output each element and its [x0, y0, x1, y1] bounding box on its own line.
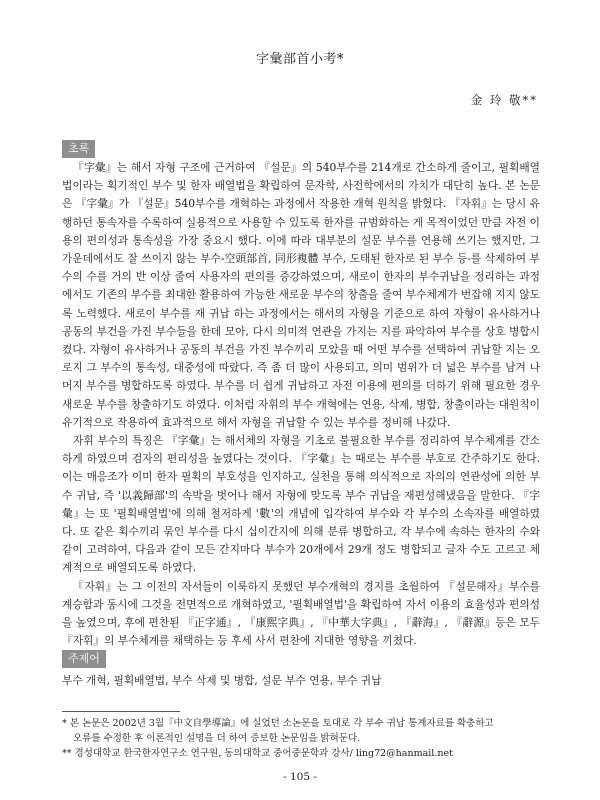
- footnote-2: ** 경성대학교 한국한자연구소 연구원, 동의대학교 중어중문학과 강사/ ling72@hanmail.net: [62, 748, 453, 759]
- footnote-divider: [62, 711, 180, 712]
- abstract-label: 초록: [62, 140, 95, 158]
- keywords-text: 부수 개혁, 필획배열법, 부수 삭제 및 병합, 설문 부수 연용, 부수 귀납: [62, 674, 382, 687]
- footnotes: [62, 716, 546, 761]
- author-name: 金 玲 敬**: [470, 93, 538, 107]
- footnote-1-line-2: 오류를 수정한 후 이론적인 설명을 더 하여 증보한 논문임을 밝혀둔다.: [73, 733, 361, 744]
- paper-title: 字彙部首小考*: [255, 52, 344, 67]
- page-number: - 105 -: [283, 771, 317, 783]
- abstract-paragraph-2: 자휘 부수의 특징은 『字彙』는 해서체의 자형을 기초로 불필요한 부수를 정리하여 부수체계를 간소하게 하였으며 검자의 편리성을 높였다는 것이다. 『字彙』는 때로는 부수를 부호로 간주하기도 한다. 이는 매응조가 이미 한자 필획의 부호성을 인지하고, 실천을 통해 의식적으로 자의의 연관성에 의한 부수 귀납, 즉 '以義歸部'의 속박을 벗어나 해서 자형에 맞도록 부수 귀납을 재편성해냈음을 말한다. 『字彙』는 또 '필획배열법'에 의해 철저하게 '數'의 개념에 입각하여 부수와 각 부수의 소속자를 배열하였다. 또 같은 획수끼리 묶인 부수를 다시 십이간지에 의해 분류 병합하고, 각 부수에 속하는 한자의 수와 같이 고려하여, 다음과 같이 모든 간지마다 부수가 20개에서 29개 정도 병합되고 글자 수도 고르고 체계적으로 배열되도록 하였다.: [62, 434, 540, 575]
- abstract-paragraph-3: 『자휘』는 그 이전의 자서들이 이룩하지 못했던 부수개혁의 경지를 초월하여 『설문해자』부수를 계승함과 동시에 그것을 전면적으로 개혁하였고, '필획배열법'을 확립하여 자서 이용의 효율성과 편의성을 높였으며, 후에 편찬된 『正字通』, 『康熙字典』, 『中華大字典』, 『辭海』, 『辭源』등은 모두 『자휘』의 부수체계를 채택하는 등 후세 사서 편찬에 지대한 영향을 끼쳤다.: [62, 579, 540, 648]
- keywords-label: 주제어: [62, 650, 106, 668]
- abstract-paragraph-1: 『字彙』는 해서 자형 구조에 근거하여 『설문』의 540부수를 214개로 간소하게 줄이고, 필획배열법이라는 획기적인 부수 및 한자 배열법을 확립하여 문자학, 사전학에서의 가치가 대단히 높다. 본 논문은 『字彙』가 『설문』540부수를 개혁하는 과정에서 작용한 개혁 원칙을 밝혔다. 『자휘』는 당시 유행하던 통속자를 수록하여 실용적으로 사용할 수 있도록 한자를 규범화하는 게 목적이었던 만큼 자전 이용의 편의성과 통속성을 가장 중요시 했다. 이에 따라 대부분의 설문 부수를 연용해 쓰기는 했지만, 그 가운데에서도 잘 쓰이지 않는 부수-空頭部首, 同形複體 부수, 도태된 한자로 된 부수 등-를 삭제하여 부수의 수를 거의 반 이상 줄여 사용자의 편의를 증강하였으며, 새로이 한자의 부수귀납을 정리하는 과정에서도 기존의 부수를 최대한 활용하여 가능한 새로운 부수의 창출을 줄여 부수체계가 번잡해 지지 않도록 노력했다. 새로이 부수를 재 귀납 하는 과정에서는 해서의 자형을 기준으로 하여 자형이 유사하거나 공동의 부건을 가진 부수들을 한데 모아, 다시 의미적 연관을 가지는 지를 파악하여 부수를 상호 병합시켰다. 자형이 유사하거나 공동의 부건을 가진 부수끼리 모았을 때 어떤 부수를 선택하여 귀납할 지는 오로지 그 부수의 통속성, 대중성에 따랐다. 즉 좀 더 많이 사용되고, 의미 범위가 더 넓은 부수를 남겨 나머지 부수를 병합하도록 하였다. 부수를 더 쉽게 귀납하고 자전 이용에 편의를 더하기 위해 필요한 경우 새로운 부수를 창출하기도 하였다. 이처럼 자휘의 부수 개혁에는 연용, 삭제, 병합, 창출이라는 대원칙이 유기적으로 작용하여 효과적으로 해서 자형을 귀납할 수 있는 부수를 정비해 나갔다.: [62, 161, 540, 429]
- abstract-body: [62, 159, 540, 650]
- footnote-1-line-1: * 본 논문은 2002년 3월『中文自學導論』에 실었던 소논문을 토대로 각 부수 귀납 통계자료를 확충하고: [62, 718, 494, 729]
